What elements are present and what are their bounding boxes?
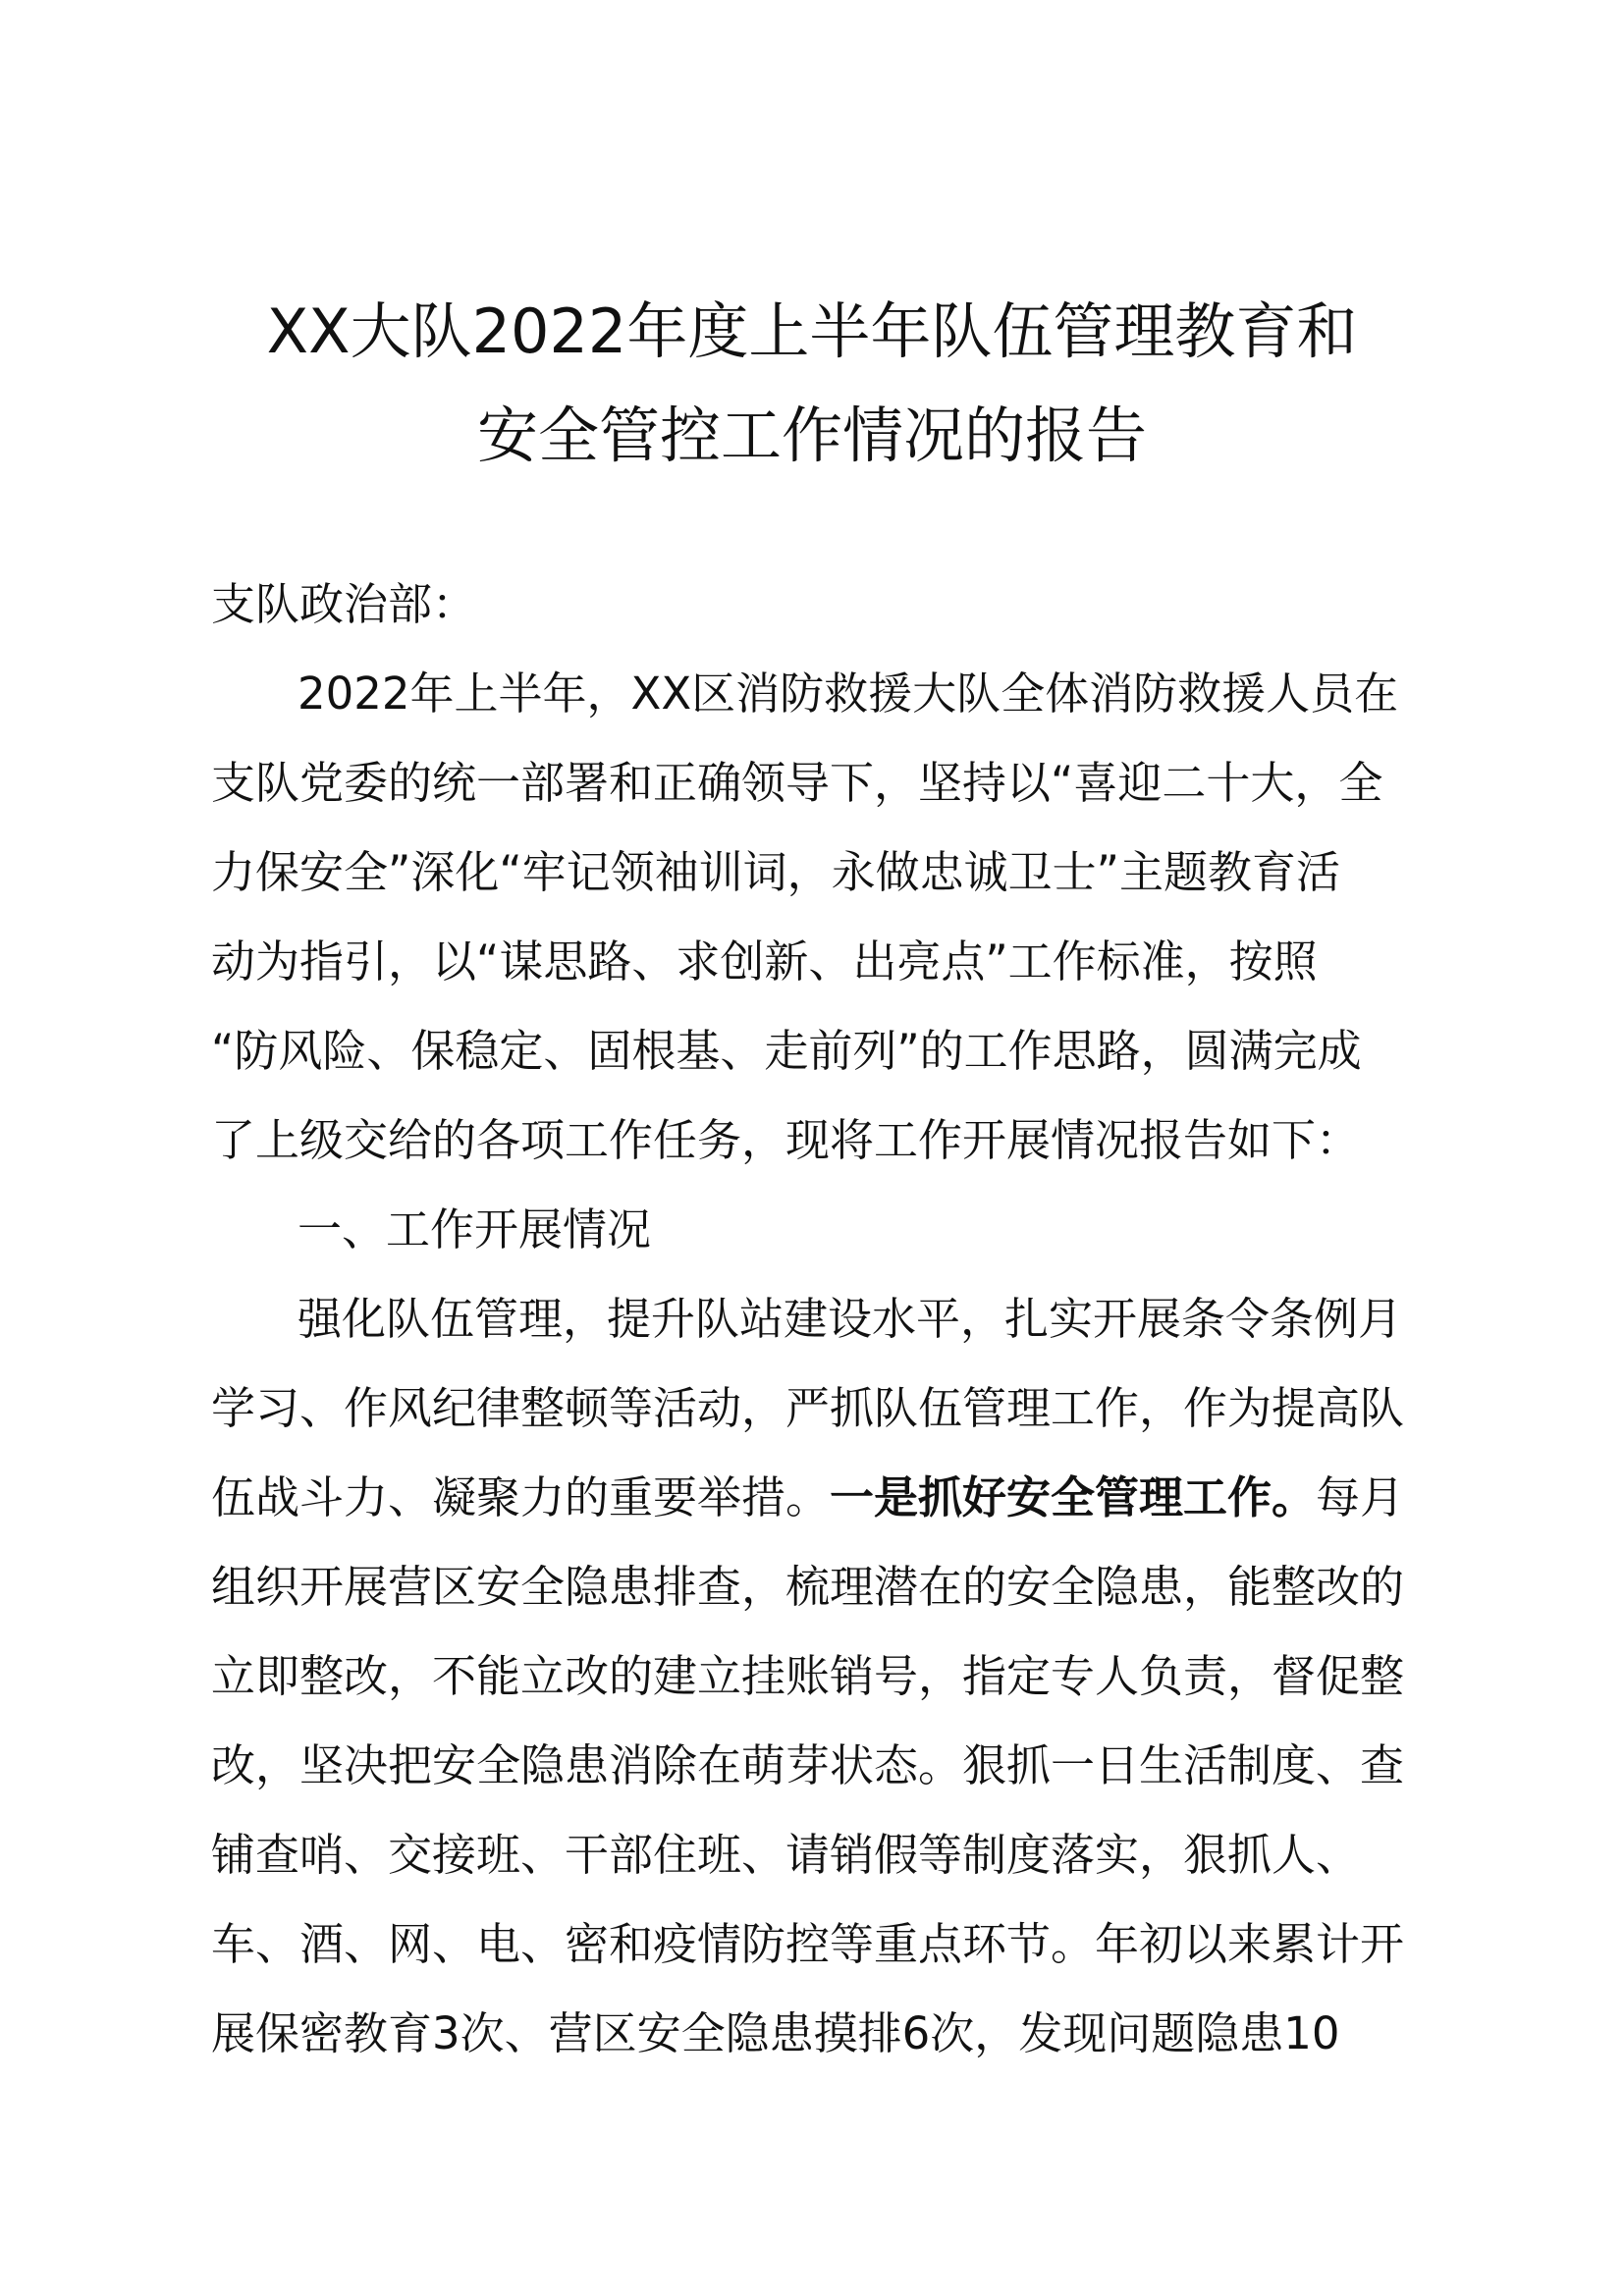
- title-line-1: XX大队2022年度上半年队伍管理教育和: [266, 295, 1358, 367]
- paragraph-1-line-6: 了上级交给的各项工作任务，现将工作开展情况报告如下：: [211, 1114, 1361, 1166]
- salutation: 支队政治部：: [211, 578, 477, 630]
- paragraph-2-line-5: 立即整改，不能立改的建立挂账销号，指定专人负责，督促整: [211, 1650, 1405, 1702]
- paragraph-2-line-3: [211, 1453, 1429, 1542]
- paragraph-2-line-4: 组织开展营区安全隐患排查，梳理潜在的安全隐患，能整改的: [211, 1561, 1405, 1613]
- paragraph-1-line-4: 动为指引，以“谋思路、求创新、出亮点”工作标准，按照: [211, 935, 1318, 988]
- document-title: [147, 280, 1477, 488]
- paragraph-2-line-3-text: 伍战斗力、凝聚力的重要举措。: [211, 1471, 831, 1523]
- paragraph-2-line-3-tail: 每月: [1316, 1471, 1405, 1523]
- paragraph-2-line-9: 展保密教育3次、营区安全隐患摸排6次，发现问题隐患10: [211, 2007, 1340, 2059]
- paragraph-2-line-1: 强化队伍管理，提升队站建设水平，扎实开展条令条例月: [298, 1293, 1403, 1345]
- paragraph-1-line-2: 支队党委的统一部署和正确领导下，坚持以“喜迎二十大，全: [211, 757, 1383, 809]
- paragraph-2-line-7: 铺查哨、交接班、干部住班、请销假等制度落实，狠抓人、: [211, 1829, 1361, 1881]
- paragraph-2-bold-phrase: 一是抓好安全管理工作。: [830, 1471, 1317, 1523]
- paragraph-2-line-2: 学习、作风纪律整顿等活动，严抓队伍管理工作，作为提高队: [211, 1382, 1405, 1434]
- paragraph-2-line-8: 车、酒、网、电、密和疫情防控等重点环节。年初以来累计开: [211, 1918, 1405, 1970]
- paragraph-2-line-6: 改，坚决把安全隐患消除在萌芽状态。狠抓一日生活制度、查: [211, 1739, 1405, 1791]
- document-body: [211, 560, 1429, 2078]
- title-line-2: 安全管控工作情况的报告: [476, 400, 1147, 471]
- section-1-heading: 一、工作开展情况: [298, 1203, 652, 1255]
- paragraph-1-line-1: 2022年上半年，XX区消防救援大队全体消防救援人员在: [298, 667, 1399, 720]
- paragraph-1-line-5: “防风险、保稳定、固根基、走前列”的工作思路，圆满完成: [211, 1025, 1362, 1077]
- paragraph-1-line-3: 力保安全”深化“牢记领袖训词，永做忠诚卫士”主题教育活: [211, 846, 1340, 898]
